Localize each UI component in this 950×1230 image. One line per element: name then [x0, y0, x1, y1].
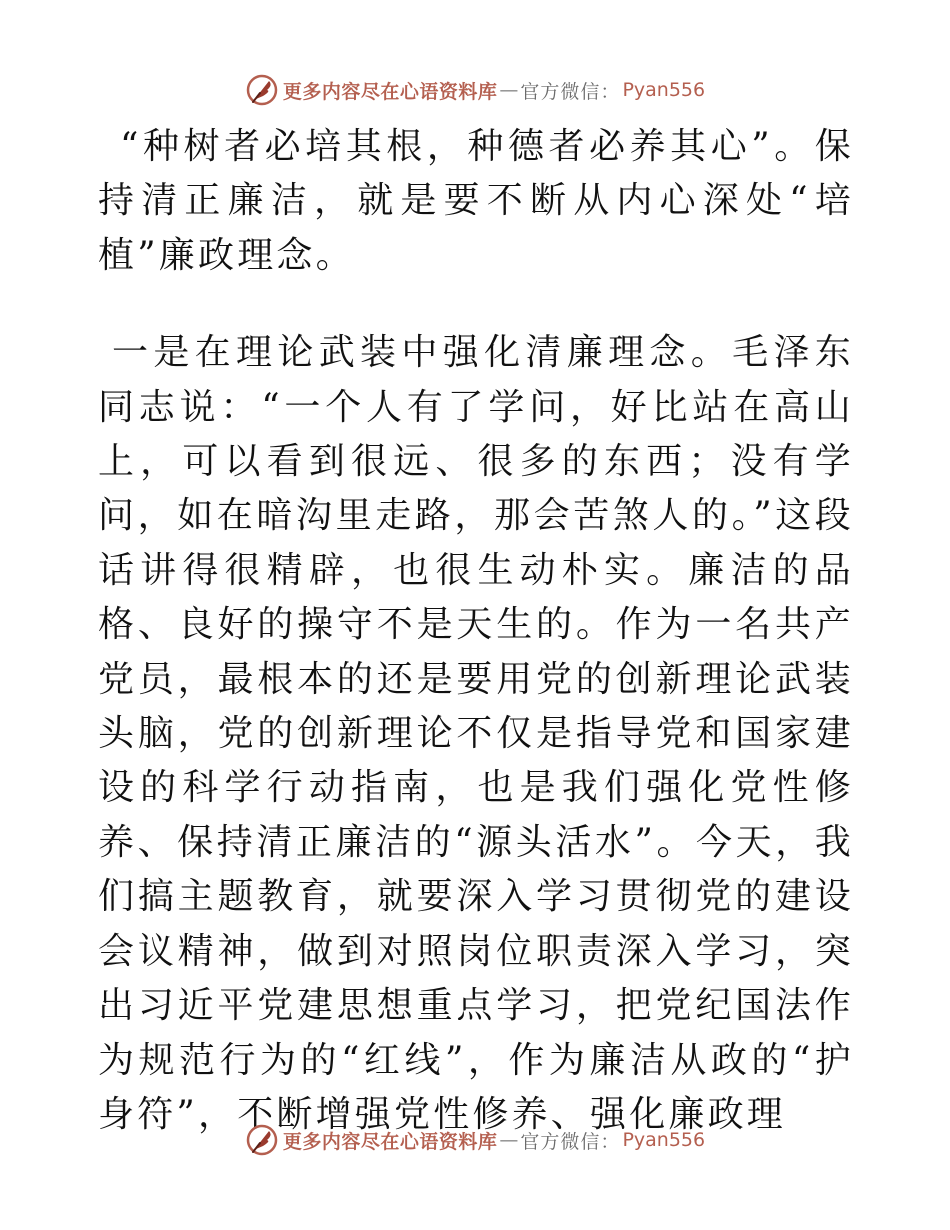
watermark-main-text: 更多内容尽在心语资料库: [282, 80, 498, 103]
watermark-sub-text: 官方微信：: [520, 80, 621, 103]
paragraph-intro: “种树者必培其根，种德者必养其心”。保持清正廉洁，就是要不断从内心深处“培植”廉政理念。: [98, 126, 854, 276]
feather-pen-logo-icon: [245, 73, 279, 107]
watermark-dash: —: [499, 1129, 519, 1151]
watermark-sub-text: 官方微信：: [520, 1130, 621, 1153]
watermark-dash: —: [499, 79, 519, 101]
paragraph-theory: 一是在理论武装中强化清廉理念。毛泽东同志说：“一个人有了学问，好比站在高山上，可以看到很远、很多的东西；没有学问，如在暗沟里走路，那会苦煞人的。”这段话讲得很精辟，也很生动朴实。廉洁的品格、良好的操守不是天生的。作为一名共产党员，最根本的还是要用党的创新理论武装头脑，党的创新理论不仅是指导党和国家建设的科学行动指南，也是我们强化党性修养、保持清正廉洁的“源头活水”。今天，我们搞主题教育，就要深入学习贯彻党的建设会议精神，做到对照岗位职责深入学习，突出习近平党建思想重点学习，把党纪国法作为规范行为的“红线”，作为廉洁从政的“护身符”，不断增强党性修养、强化廉政理: [98, 332, 854, 1135]
feather-pen-logo-icon: [245, 1123, 279, 1157]
watermark-account-id: Pyan556: [622, 1129, 706, 1151]
document-body: [98, 120, 854, 1142]
header-watermark: [0, 70, 950, 110]
watermark-account-id: Pyan556: [622, 79, 706, 101]
footer-watermark: [0, 1120, 950, 1160]
watermark-main-text: 更多内容尽在心语资料库: [282, 1130, 498, 1153]
